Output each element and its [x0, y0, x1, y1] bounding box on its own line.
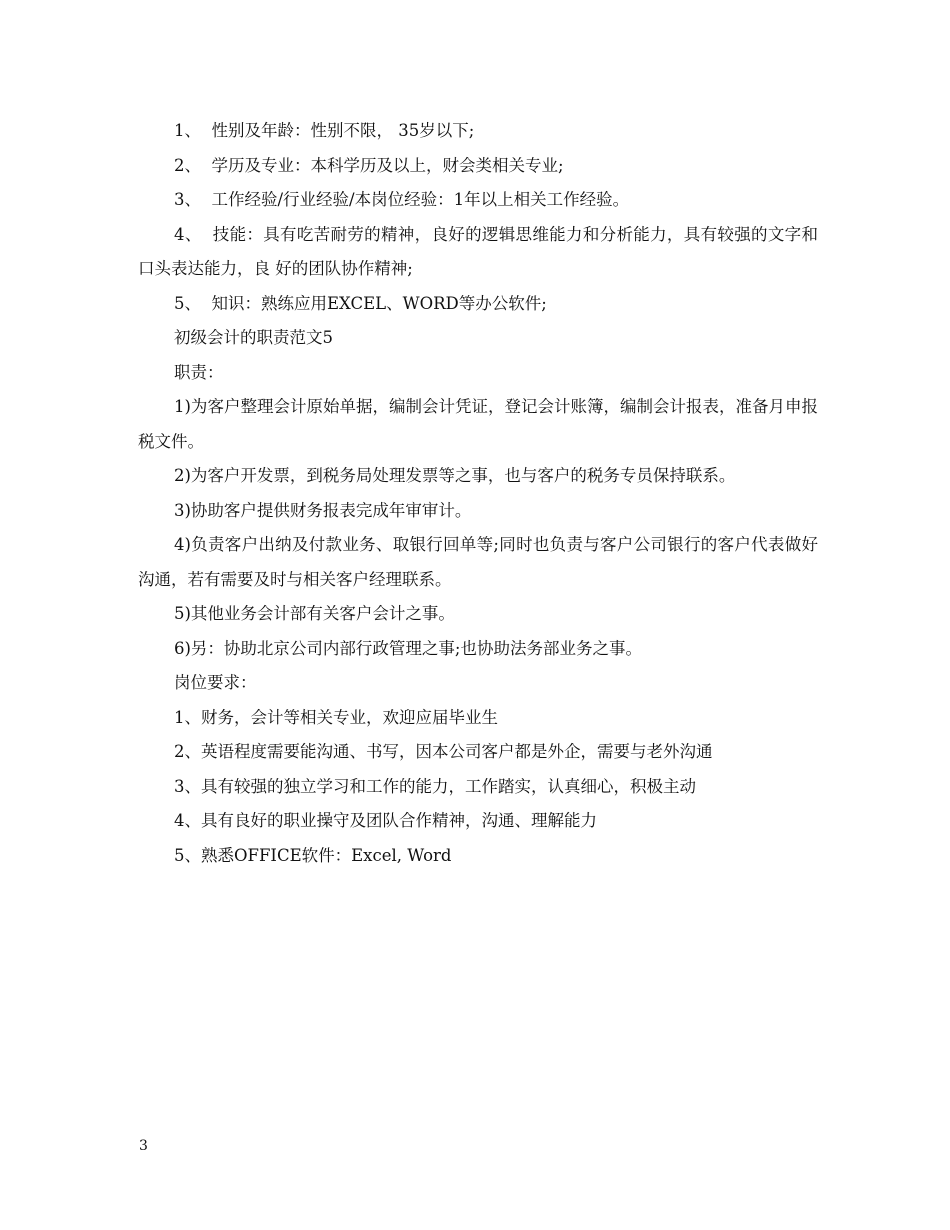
requirement-knowledge: 5、 知识：熟练应用EXCEL、WORD等办公软件; — [174, 293, 547, 313]
section-heading: 初级会计的职责范文5 — [174, 328, 333, 347]
duty-item: 4)负责客户出纳及付款业务、取银行回单等;同时也负责与客户公司银行的客户代表做好沟通，若有需要及时与相关客户经理联系。 — [138, 535, 818, 589]
duties-heading: 职责： — [174, 362, 224, 382]
requirement-item: 2、英语程度需要能沟通、书写，因本公司客户都是外企，需要与老外沟通 — [174, 742, 713, 761]
requirement-gender-age: 1、 性别及年龄：性别不限， 35岁以下; — [174, 121, 475, 140]
duty-item: 5)其他业务会计部有关客户会计之事。 — [174, 604, 455, 623]
duty-item: 2)为客户开发票，到税务局处理发票等之事，也与客户的税务专员保持联系。 — [174, 466, 736, 485]
document-body — [138, 114, 818, 873]
duty-item: 3)协助客户提供财务报表完成年审审计。 — [174, 500, 472, 520]
page-number: 3 — [139, 1138, 148, 1154]
duty-item: 6)另：协助北京公司内部行政管理之事;也协助法务部业务之事。 — [174, 638, 642, 658]
duty-item: 1)为客户整理会计原始单据，编制会计凭证，登记会计账簿，编制会计报表，准备月申报税文件。 — [138, 397, 818, 451]
requirements-heading: 岗位要求： — [174, 673, 257, 692]
requirement-skills: 4、 技能：具有吃苦耐劳的精神，良好的逻辑思维能力和分析能力，具有较强的文字和口头表达能力，良 好的团队协作精神; — [138, 224, 818, 278]
requirement-item: 4、具有良好的职业操守及团队合作精神，沟通、理解能力 — [174, 811, 597, 830]
requirement-item: 1、财务，会计等相关专业，欢迎应届毕业生 — [174, 707, 498, 727]
requirement-experience: 3、 工作经验/行业经验/本岗位经验：1年以上相关工作经验。 — [174, 190, 630, 209]
requirement-item: 5、熟悉OFFICE软件：Excel, Word — [174, 845, 452, 865]
requirement-education: 2、 学历及专业：本科学历及以上，财会类相关专业; — [174, 155, 564, 175]
requirement-item: 3、具有较强的独立学习和工作的能力，工作踏实，认真细心，积极主动 — [174, 776, 696, 796]
